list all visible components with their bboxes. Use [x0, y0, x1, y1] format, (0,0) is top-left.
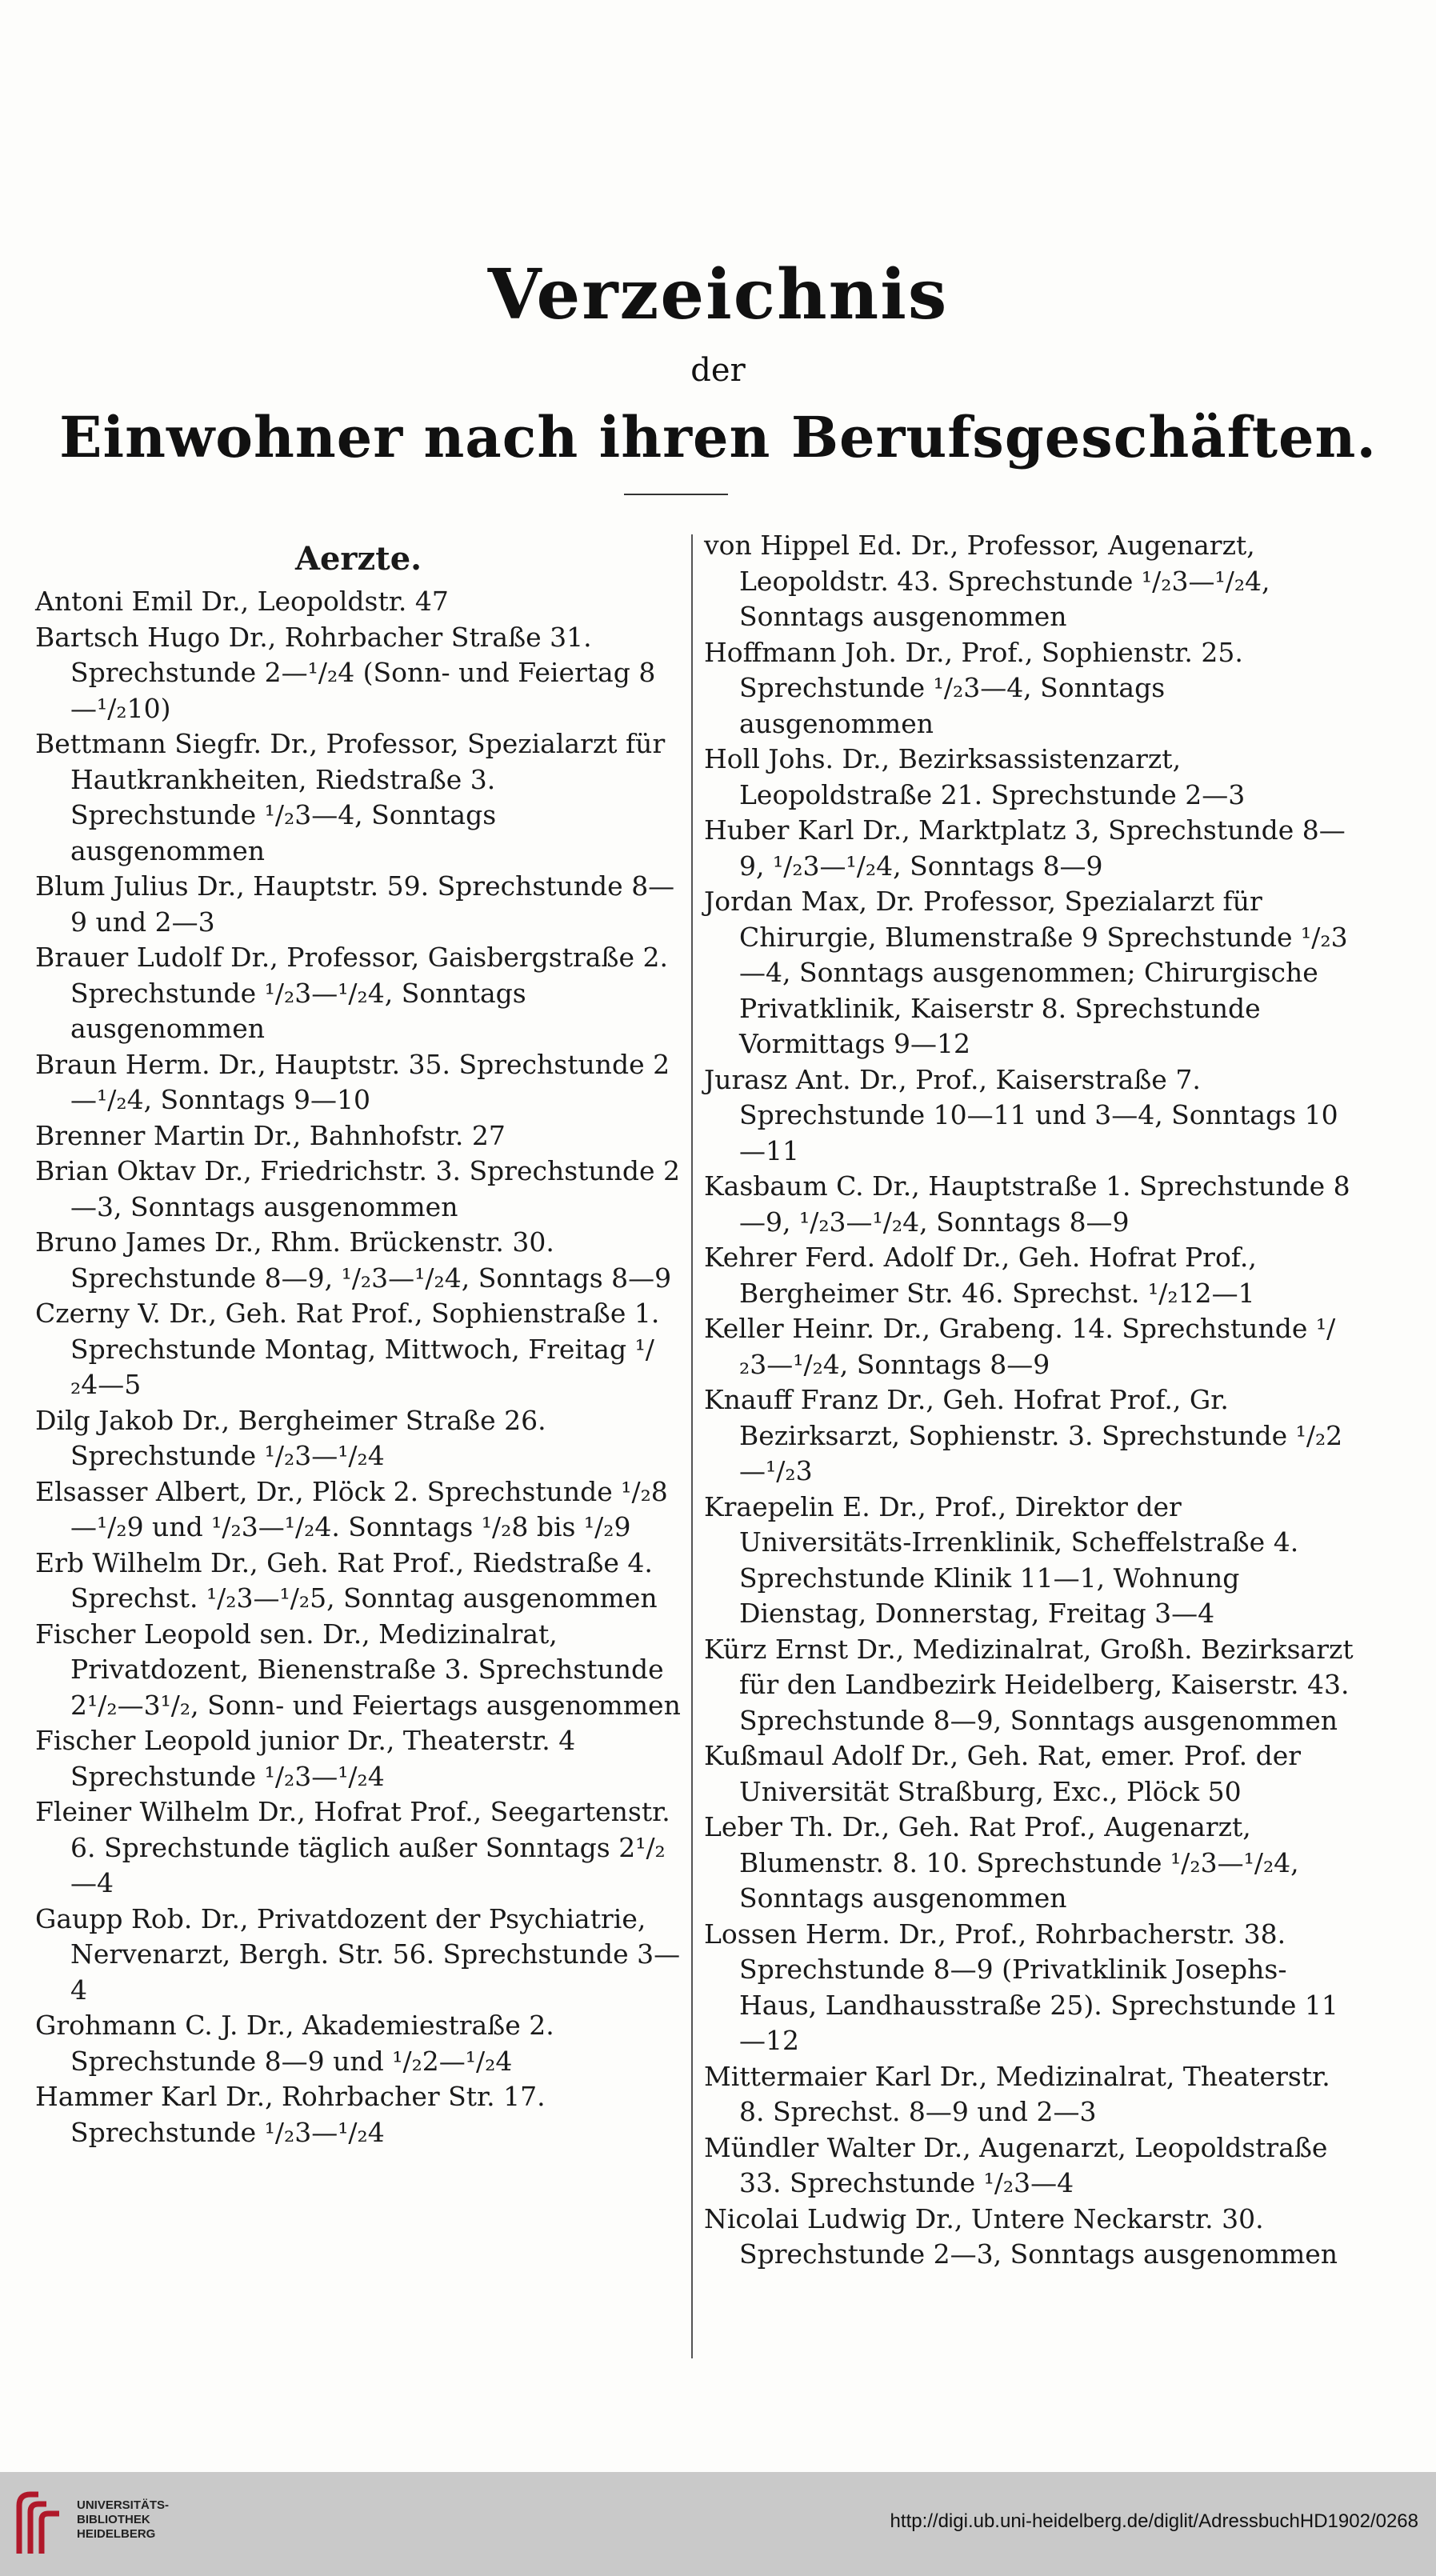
directory-entry: Fischer Leopold sen. Dr., Medizinalrat, Privatdozent, Bienenstraße 3. Sprechstunde 2¹/₂—3¹/₂, Sonn- und Feiertags ausgenommen [35, 1618, 681, 1721]
directory-entry: Leber Th. Dr., Geh. Rat Prof., Augenarzt, Blumenstr. 8. 10. Sprechstunde ¹/₂3—¹/₂4, Sonntags ausgenommen [704, 1811, 1308, 1914]
directory-entry: Kußmaul Adolf Dr., Geh. Rat, emer. Prof. der Universität Straßburg, Exc., Plöck 50 [704, 1740, 1310, 1807]
logo-text-line3: HEIDELBERG [77, 2527, 156, 2541]
directory-entry: Bettmann Siegfr. Dr., Professor, Spezialarzt für Hautkrankheiten, Riedstraße 3. Sprechstunde ¹/₂3—4, Sonntags ausgenommen [35, 728, 674, 866]
directory-entry: Antoni Emil Dr., Leopoldstr. 47 [35, 586, 449, 617]
right-column [704, 528, 1362, 2273]
directory-entry: Brauer Ludolf Dr., Professor, Gaisbergstraße 2. Sprechstunde ¹/₂3—¹/₂4, Sonntags ausgenommen [35, 942, 677, 1044]
directory-entry: Dilg Jakob Dr., Bergheimer Straße 26. Sprechstunde ¹/₂3—¹/₂4 [35, 1404, 555, 1471]
directory-entry: Mündler Walter Dr., Augenarzt, Leopoldstraße 33. Sprechstunde ¹/₂3—4 [704, 2131, 1336, 2198]
directory-entry: Blum Julius Dr., Hauptstr. 59. Sprechstunde 8—9 und 2—3 [35, 870, 675, 938]
directory-entry: Kraepelin E. Dr., Prof., Direktor der Universitäts-Irrenklinik, Scheffelstraße 4. Sprechstunde Klinik 11—1, Wohnung Dienstag, Donnerstag, Freitag 3—4 [704, 1490, 1307, 1629]
directory-entry: Fischer Leopold junior Dr., Theaterstr. 4 Sprechstunde ¹/₂3—¹/₂4 [35, 1725, 584, 1792]
left-entry-list [35, 584, 682, 2150]
directory-entry: Czerny V. Dr., Geh. Rat Prof., Sophienstraße 1. Sprechstunde Montag, Mittwoch, Freitag ¹/₂4—5 [35, 1298, 668, 1400]
directory-entry: Bruno James Dr., Rhm. Brückenstr. 30. Sprechstunde 8—9, ¹/₂3—¹/₂4, Sonntags 8—9 [35, 1226, 672, 1294]
directory-entry: Fleiner Wilhelm Dr., Hofrat Prof., Seegartenstr. 6. Sprechstunde täglich außer Sonntags 2¹/₂—4 [35, 1796, 679, 1898]
directory-entry: Knauff Franz Dr., Geh. Hofrat Prof., Gr. Bezirksarzt, Sophienstr. 3. Sprechstunde ¹/₂2—¹/₂3 [704, 1384, 1343, 1486]
directory-entry: Jordan Max, Dr. Professor, Spezialarzt für Chirurgie, Blumenstraße 9 Sprechstunde ¹/₂3—4, Sonntags ausgenommen; Chirurgische Privatklinik, Kaiserstr 8. Sprechstunde Vormittags 9—12 [704, 886, 1348, 1059]
right-entry-list [704, 528, 1362, 2273]
logo-text-line1: UNIVERSITÄTS- [77, 2498, 170, 2512]
directory-entry: Nicolai Ludwig Dr., Untere Neckarstr. 30. Sprechstunde 2—3, Sonntags ausgenommen [704, 2202, 1338, 2270]
directory-entry: Elsasser Albert, Dr., Plöck 2. Sprechstunde ¹/₂8—¹/₂9 und ¹/₂3—¹/₂4. Sonntags ¹/₂8 bis ¹/₂9 [35, 1475, 668, 1542]
title-divider [624, 494, 728, 495]
directory-entry: Hoffmann Joh. Dr., Prof., Sophienstr. 25. Sprechstunde ¹/₂3—4, Sonntags ausgenommen [704, 636, 1252, 739]
directory-entry: Kasbaum C. Dr., Hauptstraße 1. Sprechstunde 8—9, ¹/₂3—¹/₂4, Sonntags 8—9 [704, 1170, 1350, 1238]
directory-entry: Kehrer Ferd. Adolf Dr., Geh. Hofrat Prof., Bergheimer Str. 46. Sprechst. ¹/₂12—1 [704, 1242, 1266, 1309]
left-column [35, 528, 682, 2150]
directory-entry: Erb Wilhelm Dr., Geh. Rat Prof., Riedstraße 4. Sprechst. ¹/₂3—¹/₂5, Sonntag ausgenommen [35, 1546, 662, 1614]
logo-text-line2: BIBLIOTHEK [77, 2513, 150, 2526]
directory-entry: Bartsch Hugo Dr., Rohrbacher Straße 31. Sprechstunde 2—¹/₂4 (Sonn- und Feiertag 8—¹/₂10) [35, 621, 656, 724]
source-url-link[interactable]: http://digi.ub.uni-heidelberg.de/diglit/AdressbuchHD1902/0268 [890, 2510, 1418, 2532]
library-logo-icon [14, 2490, 64, 2557]
title-connector: der [690, 352, 746, 389]
directory-entry: Jurasz Ant. Dr., Prof., Kaiserstraße 7. Sprechstunde 10—11 und 3—4, Sonntags 10—11 [704, 1063, 1338, 1166]
directory-entry: Gaupp Rob. Dr., Privatdozent der Psychiatrie, Nervenarzt, Bergh. Str. 56. Sprechstunde 3—4 [35, 1902, 681, 2006]
directory-entry: Brenner Martin Dr., Bahnhofstr. 27 [35, 1119, 506, 1151]
directory-entry: von Hippel Ed. Dr., Professor, Augenarzt, Leopoldstr. 43. Sprechstunde ¹/₂3—¹/₂4, Sonntags ausgenommen [704, 530, 1279, 632]
directory-entry: Lossen Herm. Dr., Prof., Rohrbacherstr. 38. Sprechstunde 8—9 (Privatklinik Josephs-Haus, Landhausstraße 25). Sprechstunde 11—12 [704, 1918, 1338, 2056]
page-title: Verzeichnis [487, 254, 949, 335]
directory-entry: Grohmann C. J. Dr., Akademiestraße 2. Sprechstunde 8—9 und ¹/₂2—¹/₂4 [35, 2010, 563, 2077]
directory-entry: Keller Heinr. Dr., Grabeng. 14. Sprechstunde ¹/₂3—¹/₂4, Sonntags 8—9 [704, 1313, 1336, 1380]
directory-entry: Braun Herm. Dr., Hauptstr. 35. Sprechstunde 2—¹/₂4, Sonntags 9—10 [35, 1048, 670, 1115]
directory-entry: Huber Karl Dr., Marktplatz 3, Sprechstunde 8—9, ¹/₂3—¹/₂4, Sonntags 8—9 [704, 814, 1346, 882]
column-divider [691, 534, 693, 2358]
directory-entry: Mittermaier Karl Dr., Medizinalrat, Theaterstr. 8. Sprechst. 8—9 und 2—3 [704, 2060, 1339, 2127]
directory-entry: Kürz Ernst Dr., Medizinalrat, Großh. Bezirksarzt für den Landbezirk Heidelberg, Kaiserstr. 43. Sprechstunde 8—9, Sonntags ausgenommen [704, 1633, 1362, 1736]
directory-entry: Holl Johs. Dr., Bezirksassistenzarzt, Leopoldstraße 21. Sprechstunde 2—3 [704, 743, 1246, 810]
directory-entry: Brian Oktav Dr., Friedrichstr. 3. Sprechstunde 2—3, Sonntags ausgenommen [35, 1155, 681, 1222]
footer-bar [0, 2472, 1436, 2576]
page-subtitle: Einwohner nach ihren Berufsgeschäften. [59, 404, 1377, 470]
section-heading: Aerzte. [294, 540, 422, 578]
directory-entry: Hammer Karl Dr., Rohrbacher Str. 17. Sprechstunde ¹/₂3—¹/₂4 [35, 2081, 554, 2148]
